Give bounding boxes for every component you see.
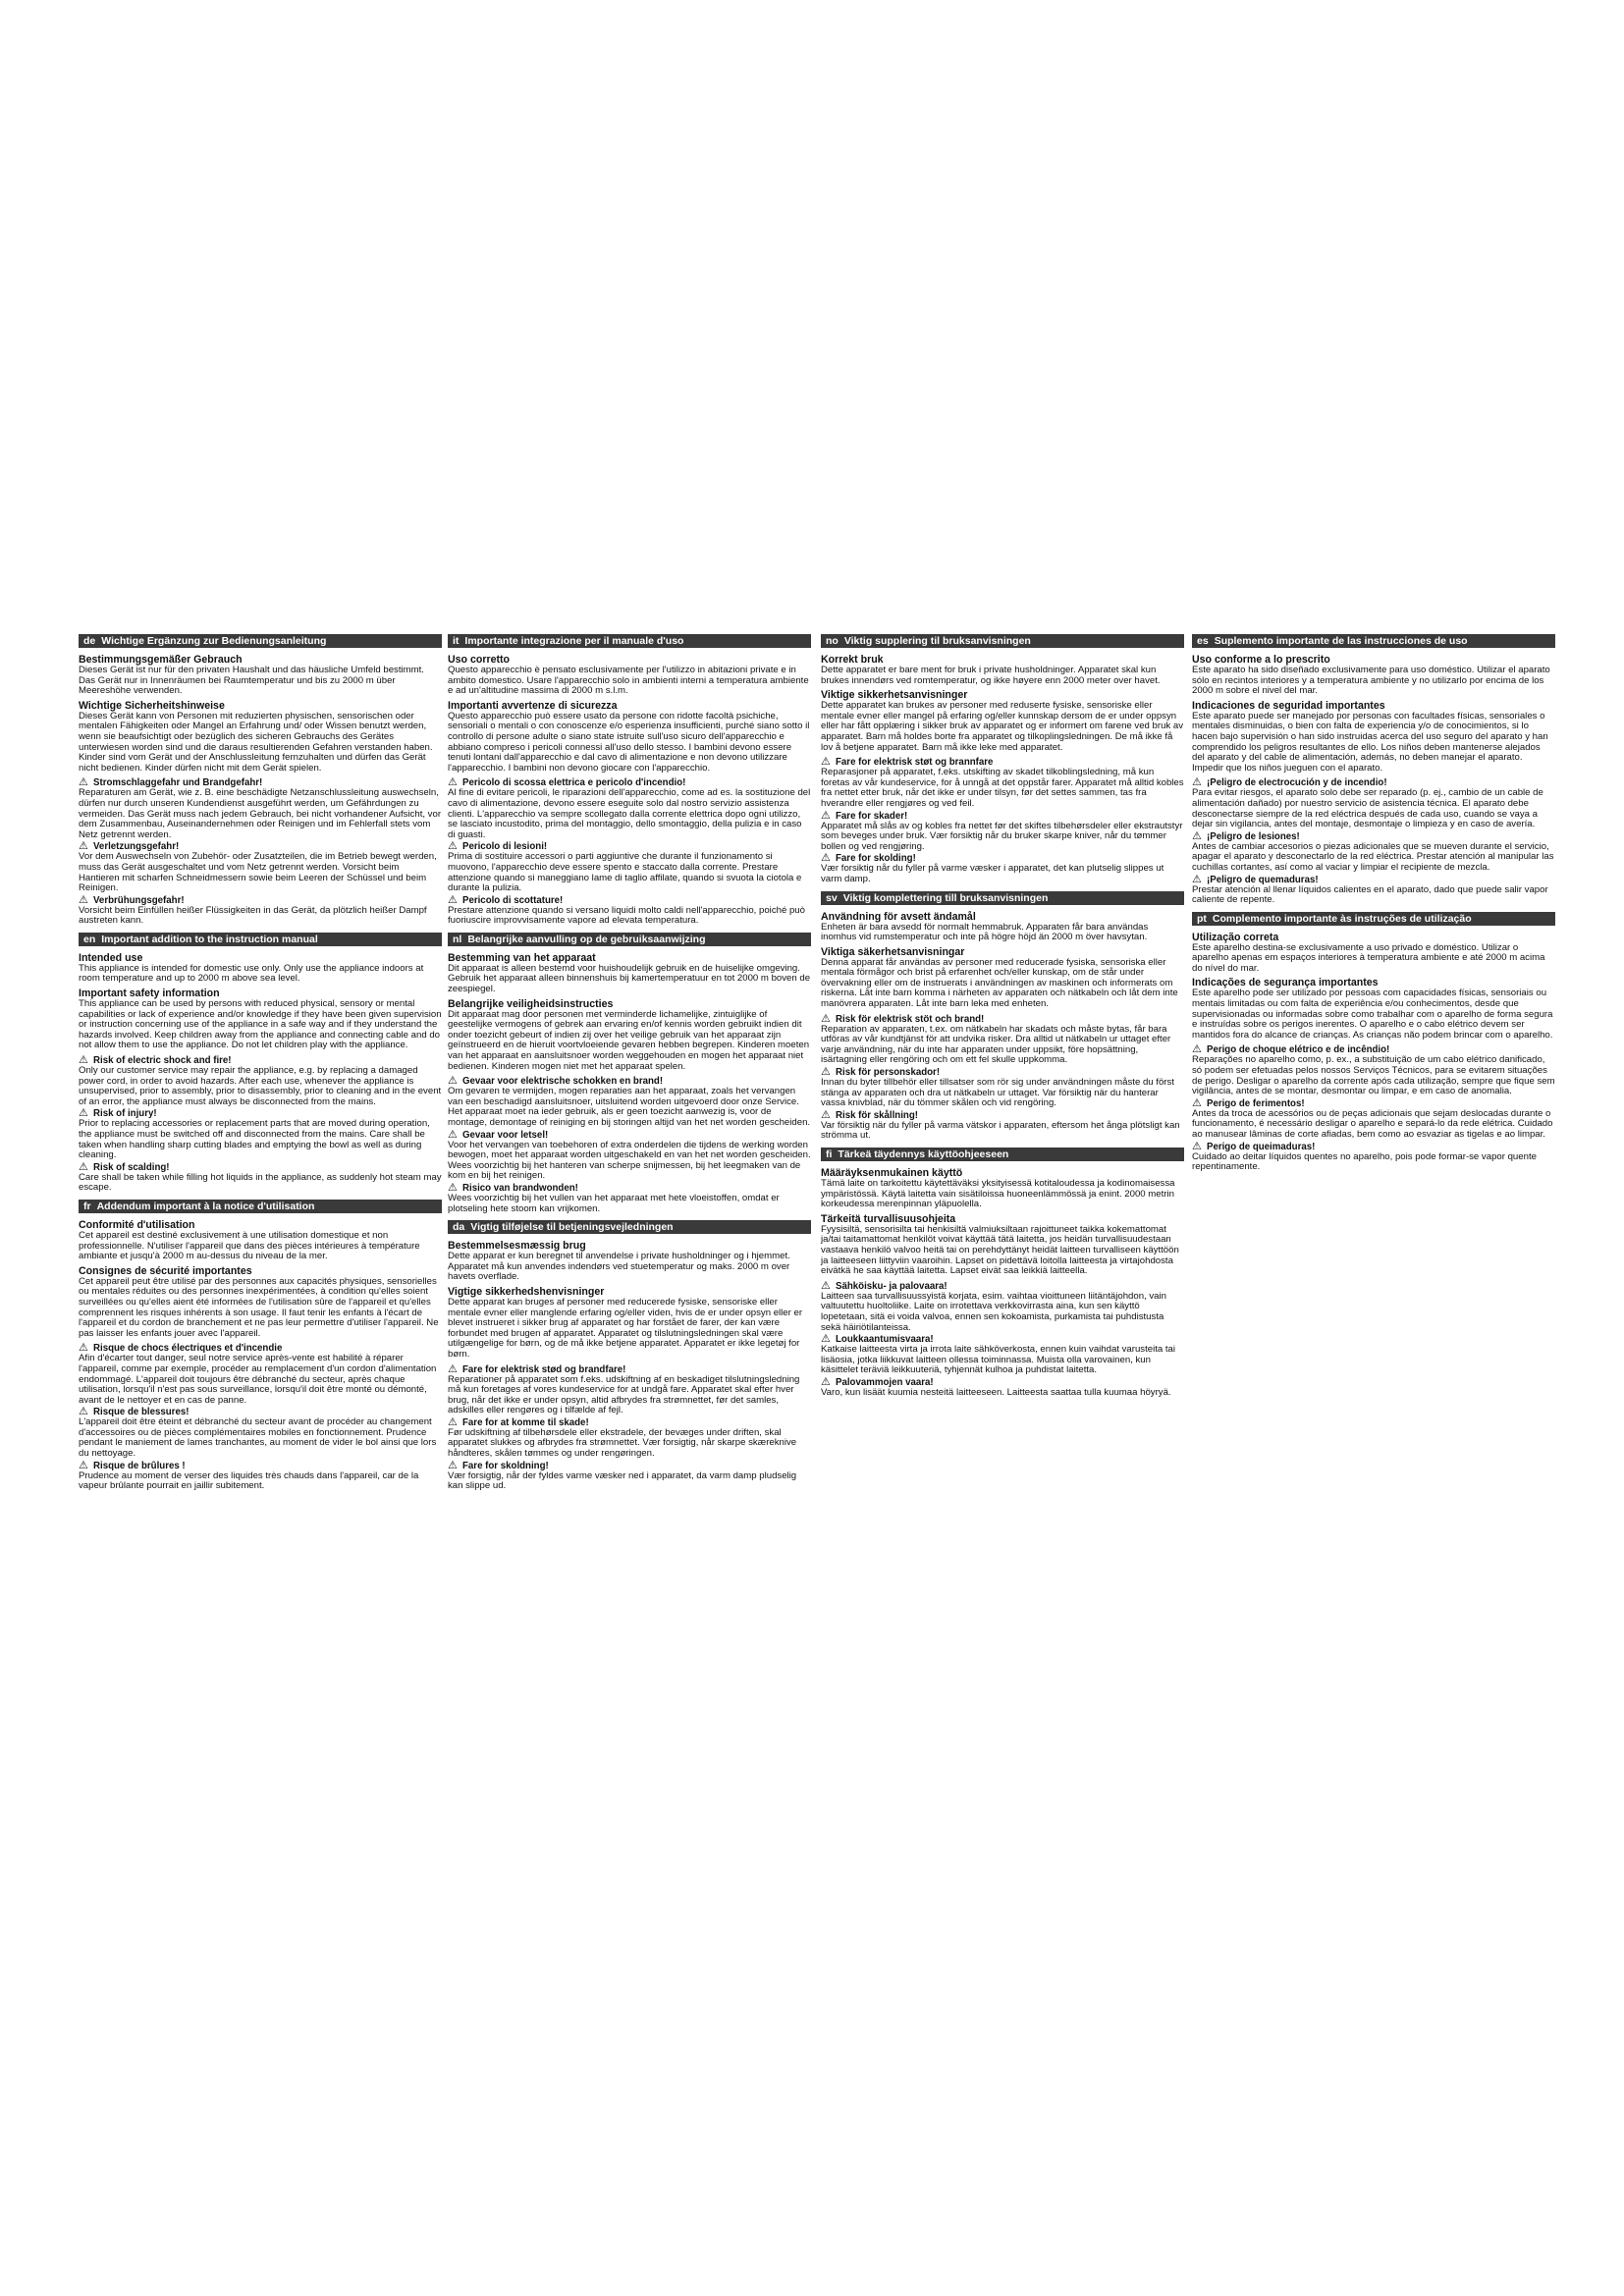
warning-heading bbox=[79, 777, 442, 788]
warning-title: Risk för personskador! bbox=[836, 1067, 941, 1079]
paragraph: Questo apparecchio è pensato esclusivamente per l'utilizzo in abitazioni private e in ambito domestico. Usare l'apparecchio solo in ambienti interni a temperatura ambiente e ad un'altitudine massima di 2000 m s.l.m. bbox=[448, 665, 809, 697]
warning-text: Katkaise laitteesta virta ja irrota laite sähköverkosta, ennen kuin vaihdat varusteita tai lisäosia, jotka liikkuvat laitteen ollessa toiminnassa. Muista olla varovainen, kun käsittelet teräviä leikkuuteriä, tyhjennät kulhoa ja puhdistat laitetta. bbox=[821, 1344, 1176, 1376]
warning-block bbox=[79, 1108, 442, 1160]
warning-title: Risque de brûlures ! bbox=[93, 1460, 186, 1471]
language-section-fr bbox=[79, 1200, 442, 1492]
language-section-en bbox=[79, 933, 442, 1194]
warning-heading bbox=[79, 1055, 442, 1066]
warning-text: Reparações no aparelho como, p. ex., a substituição de um cabo elétrico danificado, só podem ser efetuadas pelos nossos Serviços Técnicos, para se evitarem situações de perigo. Desligar o aparelho da corrente após cada utilização, sempre que fique sem vigilância, antes de se montar, desmontar ou limpar, e em caso de anomalia. bbox=[1192, 1054, 1555, 1097]
subheading: Tärkeitä turvallisuusohjeita bbox=[821, 1212, 956, 1225]
warning-text: Varo, kun lisäät kuumia nesteitä laitteeseen. Laitteesta saattaa tulla kuumaa höyryä. bbox=[821, 1386, 1171, 1398]
warning-text: Reparaturen am Gerät, wie z. B. eine beschädigte Netzanschlussleitung auswechseln, dürfen nur durch unseren Kundendienst ausgeführt werden, um Gefährdungen zu vermeiden. Das Gerät muss nach jedem Gebrauch, bei nicht vorhandener Aufsicht, vor dem Zusammenbau, Auseinandernehmen oder Reinigen und im Fehlerfall stets vom Netz getrennt werden. bbox=[79, 787, 442, 840]
warning-heading bbox=[821, 1334, 1184, 1345]
warning-triangle-icon: ⚠ bbox=[448, 1459, 458, 1471]
warning-text: Om gevaren te vermijden, mogen reparaties aan het apparaat, zoals het vervangen van een beschadigd aansluitsnoer, uitsluitend worden uitgevoerd door onze Service. Het apparaat moet na ieder gebruik, als er geen toezicht aanwezig is, voor de montage, demontage of reiniging en bij storingen altijd van het net worden gescheiden. bbox=[448, 1086, 811, 1128]
section-header bbox=[448, 1220, 811, 1234]
warning-title: Risk of scalding! bbox=[93, 1161, 170, 1173]
language-section-nl bbox=[448, 933, 811, 1214]
warning-block bbox=[448, 895, 811, 927]
warning-text: Para evitar riesgos, el aparato solo debe ser reparado (p. ej., cambio de un cable de alimentación dañado) por nuestro servicio de asistencia técnica. El aparato debe desconectarse siempre de la red eléctrica después de cada uso, cuando se vaya a dejar sin vigilancia, antes del montaje, desmontaje o limpieza y en caso de avería. bbox=[1192, 787, 1543, 830]
warning-block bbox=[448, 1461, 811, 1492]
subheading: Määräyksenmukainen käyttö bbox=[821, 1167, 963, 1179]
warning-title: Fare for skolding! bbox=[836, 853, 916, 865]
warning-title: Sähköisku- ja palovaara! bbox=[836, 1280, 947, 1292]
subheading: Viktige sikkerhetsanvisninger bbox=[821, 689, 968, 702]
warning-block bbox=[448, 777, 811, 840]
warning-title: Fare for skoldning! bbox=[462, 1460, 549, 1471]
warning-heading bbox=[79, 1162, 442, 1173]
warning-heading bbox=[448, 1076, 811, 1087]
warning-text: Var försiktig när du fyller på varma vätskor i apparaten, eftersom het ånga plötsligt kan strömma ut. bbox=[821, 1119, 1180, 1142]
warning-block bbox=[821, 1377, 1184, 1399]
warning-heading bbox=[821, 811, 1184, 822]
warning-text: Apparatet må slås av og kobles fra nettet før det skiftes tilbehørsdeler eller ekstrautstyr som beveges under bruk. Vær forsiktig når du bruker skarpe kniver, når du tømmer bollen og ved rengjøring. bbox=[821, 820, 1183, 852]
section-header bbox=[1192, 912, 1555, 926]
language-code: fr bbox=[83, 1200, 91, 1212]
section-header bbox=[79, 933, 442, 946]
warning-triangle-icon: ⚠ bbox=[79, 1107, 88, 1120]
paragraph: Dette apparat er kun beregnet til anvendelse i private husholdninger og i hjemmet. Apparatet må kun anvendes indendørs ved stuetemperatur og maks. 2000 m over havets overflade. bbox=[448, 1251, 790, 1283]
language-code: de bbox=[83, 635, 96, 647]
warning-heading bbox=[448, 1183, 811, 1194]
section-title: Importante integrazione per il manuale d'uso bbox=[464, 635, 684, 647]
subheading: Utilização correta bbox=[1192, 931, 1279, 943]
paragraph: Cet appareil peut être utilisé par des personnes aux capacités physiques, sensorielles ou mentales réduites ou des personnes inexpérimentées, à condition qu'elles soient surveillées ou qu'elles aient été informées de l'utilisation sûre de l'appareil et qu'elles comprennent les risques inhérents à son usage. Il faut tenir les enfants à l'écart de l'appareil et du cordon de branchement et ne pas leur permettre d'utiliser l'appareil. Ne pas laisser les enfants jouer avec l'appareil. bbox=[79, 1275, 439, 1339]
warning-text: Reparasjoner på apparatet, f.eks. utskifting av skadet tilkoblingsledning, må kun foretas av vår kundeservice, for å unngå at det oppstår farer. Apparatet må alltid kobles fra nettet etter bruk, når det ikke er under tilsyn, før det settes sammen, tas fra hverandre eller rengjøres og ved feil. bbox=[821, 767, 1184, 809]
warning-heading bbox=[448, 1130, 811, 1141]
warning-title: Loukkaantumisvaara! bbox=[836, 1334, 934, 1346]
language-code: sv bbox=[826, 891, 838, 904]
warning-text: Vær forsigtig, når der fyldes varme væsker ned i apparatet, da varm damp pludselig kan slippe ud. bbox=[448, 1469, 797, 1492]
warning-text: Antes de cambiar accesorios o piezas adicionales que se mueven durante el servicio, apagar el aparato y desconectarlo de la red eléctrica. Prestar atención al manipular las cuchillas cortantes, así como al vaciar y limpiar el recipiente de mezcla. bbox=[1192, 840, 1554, 873]
warning-block bbox=[79, 895, 442, 927]
warning-title: Perigo de ferimentos! bbox=[1207, 1097, 1305, 1109]
subheading: Korrekt bruk bbox=[821, 654, 884, 666]
paragraph: Tämä laite on tarkoitettu käytettäväksi yksityisessä kotitaloudessa ja kodinomaisessa ympäristössä. Käytä laitetta vain sisätiloissa huoneenlämmössä ja enint. 2000 metrin korkeudessa merenpinnan yläpuolella. bbox=[821, 1178, 1175, 1210]
warning-title: Risk för skållning! bbox=[836, 1109, 918, 1121]
subheading: Indicaciones de seguridad importantes bbox=[1192, 699, 1385, 712]
warning-triangle-icon: ⚠ bbox=[448, 776, 458, 789]
warning-triangle-icon: ⚠ bbox=[79, 1054, 88, 1067]
column-3 bbox=[821, 634, 1184, 1405]
section-title: Complemento importante às instruções de utilização bbox=[1212, 912, 1472, 925]
language-code: es bbox=[1197, 635, 1209, 647]
warning-heading bbox=[79, 841, 442, 852]
warning-text: Prima di sostituire accessori o parti aggiuntive che durante il funzionamento si muovono, l'apparecchio deve essere spento e staccato dalla corrente. Prestare attenzione quando si maneggiano lame di taglio affilate, quando si svuota la ciotola e durante la pulizia. bbox=[448, 851, 802, 894]
warning-triangle-icon: ⚠ bbox=[448, 1181, 458, 1194]
warning-title: ¡Peligro de electrocución y de incendio! bbox=[1207, 777, 1387, 789]
paragraph: Enheten är bara avsedd för normalt hemmabruk. Apparaten får bara användas inomhus vid rumstemperatur och inte på högre höjd än 2000 m över havsytan. bbox=[821, 921, 1149, 943]
paragraph: Dieses Gerät kann von Personen mit reduzierten physischen, sensorischen oder mentalen Fähigkeiten oder Mangel an Erfahrung und/ oder Wissen benutzt werden, wenn sie beaufsichtigt oder bezüglich des sicheren Gebrauchs des Gerätes unterwiesen worden sind und die daraus resultierenden Gefahren verstanden haben. Kinder sind vom Gerät und der Anschlussleitung fernzuhalten und dürfen das Gerät nicht bedienen. Kinder dürfen nicht mit dem Gerät spielen. bbox=[79, 710, 433, 774]
warning-triangle-icon: ⚠ bbox=[821, 852, 831, 865]
warning-heading bbox=[821, 1067, 1184, 1078]
warning-triangle-icon: ⚠ bbox=[448, 893, 458, 906]
warning-text: Vær forsiktig når du fyller på varme væsker i apparatet, det kan plutselig slippes ut varm damp. bbox=[821, 863, 1164, 884]
warning-title: Verletzungsgefahr! bbox=[93, 841, 180, 853]
warning-block bbox=[1192, 1044, 1555, 1096]
language-code: it bbox=[453, 635, 460, 647]
warning-text: L'appareil doit être éteint et débranché du secteur avant de procéder au changement d'accessoires ou de pièces complémentaires mobiles en fonctionnement. Prudence pendant le maniement de lames tranchantes, au moment de vider le bol ainsi que lors du nettoyage. bbox=[79, 1416, 437, 1460]
warning-triangle-icon: ⚠ bbox=[79, 1406, 88, 1418]
paragraph: Dit apparaat is alleen bestemd voor huishoudelijk gebruik en de huiselijke omgeving. Gebruik het apparaat alleen binnenshuis bij kamertemperatuur en tot 2000 m boven de zeespiegel. bbox=[448, 962, 811, 995]
warning-heading bbox=[1192, 875, 1555, 885]
warning-text: Før udskiftning af tilbehørsdele eller ekstradele, der bevæges under driften, skal apparatet slukkes og afbrydes fra strømnettet. Vær forsigtig, når skarpe skæreknive håndteres, skålen tømmes og under rengøringen. bbox=[448, 1426, 797, 1460]
warning-text: Afin d'écarter tout danger, seul notre service après-vente est habilité à réparer l'appareil, comme par exemple, procéder au remplacement d'un cordon d'alimentation endommagé. L'appareil doit toujours être débranché du secteur, après chaque utilisation, lorsqu'il n'est pas sous surveillance, lorsqu'il doit être monté ou démonté, avant de le nettoyer et en cas de panne. bbox=[79, 1353, 437, 1406]
section-header bbox=[448, 634, 811, 648]
section-title: Tärkeä täydennys käyttöohjeeseen bbox=[838, 1148, 1009, 1160]
language-section-fi bbox=[821, 1148, 1184, 1399]
section-header bbox=[821, 634, 1184, 648]
subheading: Wichtige Sicherheitshinweise bbox=[79, 699, 225, 712]
warning-block bbox=[821, 853, 1184, 884]
section-title: Viktig supplering til bruksanvisningen bbox=[843, 635, 1031, 647]
language-code: da bbox=[453, 1221, 465, 1234]
warning-block bbox=[448, 1183, 811, 1214]
warning-heading bbox=[79, 1461, 442, 1471]
section-title: Suplemento importante de las instrucciones de uso bbox=[1214, 635, 1468, 647]
warning-heading bbox=[821, 757, 1184, 768]
subheading: Belangrijke veiligheidsinstructies bbox=[448, 997, 614, 1010]
warning-heading bbox=[448, 895, 811, 906]
warning-text: Cuidado ao deitar líquidos quentes no aparelho, pois pode formar-se vapor quente repentinamente. bbox=[1192, 1150, 1537, 1173]
subheading: Användning för avsett ändamål bbox=[821, 910, 976, 923]
warning-heading bbox=[821, 1377, 1184, 1388]
subheading: Bestemmelsesmæssig brug bbox=[448, 1240, 586, 1253]
warning-triangle-icon: ⚠ bbox=[821, 1279, 831, 1292]
warning-title: Verbrühungsgefahr! bbox=[93, 894, 185, 906]
warning-block bbox=[448, 1076, 811, 1128]
warning-triangle-icon: ⚠ bbox=[821, 809, 831, 822]
warning-triangle-icon: ⚠ bbox=[79, 1459, 88, 1471]
section-header bbox=[79, 634, 442, 648]
section-title: Wichtige Ergänzung zur Bedienungsanleitung bbox=[101, 635, 327, 647]
subheading: Viktiga säkerhetsanvisningar bbox=[821, 945, 965, 958]
warning-title: Stromschlaggefahr und Brandgefahr! bbox=[93, 777, 263, 789]
warning-title: Fare for skader! bbox=[836, 810, 908, 822]
warning-text: Reparation av apparaten, t.ex. om nätkabeln har skadats och måste bytas, får bara utföras av vår kundtjänst för att undvika risker. Dra alltid ut nätkabeln ur uttaget efter varje användning, när du inte har apparaten under uppsikt, före hopsättning, isärtagning eller rengöring och om ett fel skulle uppkomma. bbox=[821, 1023, 1171, 1066]
warning-title: Pericolo di lesioni! bbox=[462, 841, 548, 853]
warning-block bbox=[821, 811, 1184, 853]
warning-text: Care shall be taken while filling hot liquids in the appliance, as suddenly hot steam may escape. bbox=[79, 1171, 442, 1194]
section-title: Viktig komplettering till bruksanvisningen bbox=[842, 891, 1049, 904]
paragraph: Este aparelho destina-se exclusivamente a uso privado e doméstico. Utilizar o aparelho apenas em espaços interiores à temperatura ambiente e até 2000 m acima do nível do mar. bbox=[1192, 941, 1545, 974]
section-header bbox=[448, 933, 811, 946]
section-title: Vigtig tilføjelse til betjeningsvejledningen bbox=[470, 1221, 674, 1234]
warning-title: Perigo de queimaduras! bbox=[1207, 1141, 1316, 1152]
warning-triangle-icon: ⚠ bbox=[79, 893, 88, 906]
warning-block bbox=[79, 1461, 442, 1492]
warning-triangle-icon: ⚠ bbox=[821, 1333, 831, 1346]
warning-block bbox=[448, 841, 811, 893]
warning-text: Prudence au moment de verser des liquides très chauds dans l'appareil, car de la vapeur brûlante pourrait en jaillir subitement. bbox=[79, 1469, 419, 1492]
warning-heading bbox=[448, 1461, 811, 1471]
warning-text: Voor het vervangen van toebehoren of extra onderdelen die tijdens de werking worden bewogen, moet het apparaat worden uitgeschakeld en van het net worden gescheiden. Wees voorzichtig bij het hanteren van scherpe snijmessen, bij het leegmaken van de kom en bij het reinigen. bbox=[448, 1139, 811, 1182]
warning-heading bbox=[79, 1343, 442, 1354]
warning-title: ¡Peligro de lesiones! bbox=[1207, 830, 1300, 842]
warning-triangle-icon: ⚠ bbox=[448, 1415, 458, 1428]
warning-heading bbox=[821, 1281, 1184, 1292]
paragraph: Questo apparecchio può essere usato da persone con ridotte facoltà psichiche, sensoriali o mentali o con conoscenze e/o esperienza insufficienti, purché siano sotto il controllo di persone adulte o siano state istruite sull'uso sicuro dell'apparecchio e abbiano compreso i pericoli connessi all'uso dello stesso. I bambini devono essere tenuti lontani dall'apparecchio e dal cavo di alimentazione e non devono utilizzare l'apparecchio. I bambini non devono giocare con l'apparecchio. bbox=[448, 710, 810, 774]
warning-triangle-icon: ⚠ bbox=[1192, 1140, 1202, 1152]
warning-block bbox=[448, 1364, 811, 1416]
warning-text: Innan du byter tillbehör eller tillsatser som rör sig under användningen måste du först stänga av apparaten och dra ut nätkabeln ur uttaget. Var försiktig när du hanterar vassa knivblad, när du tömmer skålen och vid rengöring. bbox=[821, 1077, 1174, 1109]
subheading: Intended use bbox=[79, 951, 143, 964]
language-code: pt bbox=[1197, 912, 1207, 925]
warning-title: ¡Peligro de quemaduras! bbox=[1207, 874, 1319, 885]
subheading: Bestemming van het apparaat bbox=[448, 951, 596, 964]
subheading: Important safety information bbox=[79, 988, 220, 1000]
language-section-de bbox=[79, 634, 442, 927]
warning-block bbox=[79, 777, 442, 840]
subheading: Uso conforme a lo prescrito bbox=[1192, 654, 1330, 666]
language-section-es bbox=[1192, 634, 1555, 906]
warning-block bbox=[79, 841, 442, 893]
warning-block bbox=[448, 1417, 811, 1460]
warning-triangle-icon: ⚠ bbox=[1192, 1096, 1202, 1109]
section-header bbox=[821, 891, 1184, 905]
warning-block bbox=[821, 1110, 1184, 1142]
subheading: Bestimmungsgemäßer Gebrauch bbox=[79, 654, 243, 666]
language-code: en bbox=[83, 933, 96, 945]
warning-title: Risico van brandwonden! bbox=[462, 1182, 578, 1194]
warning-triangle-icon: ⚠ bbox=[821, 1108, 831, 1121]
warning-title: Pericolo di scottature! bbox=[462, 894, 564, 906]
warning-title: Perigo de choque elétrico e de incêndio! bbox=[1207, 1044, 1390, 1056]
warning-text: Wees voorzichtig bij het vullen van het apparaat met hete vloeistoffen, omdat er plotseling hete stoom kan vrijkomen. bbox=[448, 1192, 780, 1214]
paragraph: Cet appareil est destiné exclusivement à une utilisation domestique et non professionnelle. N'utiliser l'appareil que dans des pièces intérieures à température ambiante et jusqu'à 2000 m au-dessus du niveau de la mer. bbox=[79, 1229, 420, 1262]
language-code: nl bbox=[453, 933, 462, 945]
warning-text: Only our customer service may repair the appliance, e.g. by replacing a damaged power cord, in order to avoid hazards. After each use, whenever the appliance is unsupervised, prior to assembly, prior to disassembly, prior to cleaning and in the event of an error, the appliance must always be disconnected from the mains. bbox=[79, 1065, 442, 1107]
warning-heading bbox=[79, 1407, 442, 1417]
warning-triangle-icon: ⚠ bbox=[1192, 776, 1202, 789]
warning-block bbox=[821, 1067, 1184, 1109]
paragraph: Denna apparat får användas av personer med reducerade fysiska, sensoriska eller mentala förmågor och brist på erfarenhet och/eller kunskap, om de står under övervakning eller om de instruerats i användningen av maskinen och informerats om riskerna. Låt inte barn komma i närheten av apparaten och nätkabeln och låt dem inte manövrera apparaten. Låt inte barn leka med enheten. bbox=[821, 956, 1178, 1010]
warning-triangle-icon: ⚠ bbox=[1192, 1043, 1202, 1056]
subheading: Importanti avvertenze di sicurezza bbox=[448, 699, 618, 712]
warning-text: Prestare attenzione quando si versano liquidi molto caldi nell'apparecchio, poiché può fuoriuscire improvvisamente vapore ad elevata temperatura. bbox=[448, 904, 805, 927]
paragraph: Dette apparatet er bare ment for bruk i private husholdninger. Apparatet skal kun brukes innendørs ved romtemperatur, og ikke høyere enn 2000 meter over havet. bbox=[821, 665, 1161, 686]
warning-block bbox=[448, 1130, 811, 1182]
warning-title: Fare for elektrisk støt og brannfare bbox=[836, 757, 994, 769]
paragraph: Fyysisiltä, sensorisilta tai henkisiltä valmiuksiltaan rajoittuneet taikka kokemattomat ja/tai taitamattomat henkilöt voivat käyttää tätä laitetta, jos heidän turvallisuudestaan vastaava henkilö valvoo heitä tai on perehdyttänyt heidät laitteen turvalliseen käyttöön ja laitteeseen liittyviin vaaroihin. Lapset on pidettävä loitolla laitteesta ja virtajohdosta eivätkä he saa käyttää laitetta. Lapset eivät saa leikkiä laitteella. bbox=[821, 1223, 1179, 1277]
warning-title: Risk of electric shock and fire! bbox=[93, 1055, 232, 1067]
warning-block bbox=[79, 1343, 442, 1406]
warning-triangle-icon: ⚠ bbox=[1192, 829, 1202, 842]
warning-text: Antes da troca de acessórios ou de peças adicionais que sejam deslocadas durante o funcionamento, é necessário desligar o aparelho e separá-lo da rede elétrica. Cuidado ao manusear lâminas de corte afiadas, bem como ao esvaziar as tigelas e ao limpar. bbox=[1192, 1107, 1553, 1140]
warning-block bbox=[1192, 777, 1555, 829]
warning-triangle-icon: ⚠ bbox=[821, 1012, 831, 1025]
warning-heading bbox=[448, 1417, 811, 1428]
warning-triangle-icon: ⚠ bbox=[821, 756, 831, 769]
warning-triangle-icon: ⚠ bbox=[448, 1075, 458, 1088]
warning-title: Gevaar voor letsel! bbox=[462, 1129, 549, 1141]
language-section-pt bbox=[1192, 912, 1555, 1173]
warning-title: Pericolo di scossa elettrica e pericolo d'incendio! bbox=[462, 777, 686, 789]
language-section-sv bbox=[821, 891, 1184, 1143]
warning-block bbox=[1192, 1098, 1555, 1141]
warning-triangle-icon: ⚠ bbox=[821, 1375, 831, 1388]
language-section-it bbox=[448, 634, 811, 927]
paragraph: Dieses Gerät ist nur für den privaten Haushalt und das häusliche Umfeld bestimmt. Das Gerät nur in Innenräumen bei Raumtemperatur und bis zu 2000 m über Meereshöhe verwenden. bbox=[79, 665, 424, 697]
paragraph: Dette apparatet kan brukes av personer med reduserte fysiske, sensoriske eller mentale evner eller mangel på erfaring og/eller kunnskap dersom de er under oppsyn eller har fått opplæring i sikker bruk av apparatet og er informert om farene ved bruk av apparatet. Barn må holdes borte fra apparatet og tilkoplingsledningen. De må ikke få lov å betjene apparatet. Barn må ikke leke med apparatet. bbox=[821, 700, 1184, 753]
language-code: no bbox=[826, 635, 839, 647]
warning-heading bbox=[448, 841, 811, 852]
warning-triangle-icon: ⚠ bbox=[1192, 873, 1202, 885]
warning-text: Vor dem Auswechseln von Zubehör- oder Zusatzteilen, die im Betrieb bewegt werden, muss das Gerät ausgeschaltet und vom Netz getrennt werden. Vorsicht beim Hantieren mit scharfen Schneidmessern sowie beim Leeren der Schüssel und beim Reinigen. bbox=[79, 851, 437, 894]
warning-text: Prior to replacing accessories or replacement parts that are moved during operation, the appliance must be switched off and disconnected from the mains. Care shall be taken when handling sharp cutting blades and emptying the bowl as well as during cleaning. bbox=[79, 1118, 430, 1161]
section-header bbox=[79, 1200, 442, 1213]
subheading: Uso corretto bbox=[448, 654, 510, 666]
warning-triangle-icon: ⚠ bbox=[448, 840, 458, 853]
warning-title: Risk för elektrisk stöt och brand! bbox=[836, 1013, 985, 1025]
warning-heading bbox=[448, 777, 811, 788]
warning-text: Reparationer på apparatet som f.eks. udskiftning af en beskadiget tilslutningsledning må kun foretages af vores kundeservice for at undgå fare. Apparatet skal efter hver brug, når det ikke er under opsyn, altid afbrydes fra strømnettet, før det samles, adskilles eller rengøres og i tilfælde af fejl. bbox=[448, 1373, 800, 1416]
warning-heading bbox=[821, 1014, 1184, 1025]
subheading: Vigtige sikkerhedshenvisninger bbox=[448, 1285, 605, 1298]
warning-triangle-icon: ⚠ bbox=[79, 776, 88, 789]
paragraph: This appliance is intended for domestic use only. Only use the appliance indoors at room temperature and up to 2000 m above sea level. bbox=[79, 962, 424, 985]
warning-heading bbox=[1192, 1142, 1555, 1152]
warning-heading bbox=[79, 895, 442, 906]
section-title: Important addition to the instruction manual bbox=[101, 933, 318, 945]
paragraph: Este aparato ha sido diseñado exclusivamente para uso doméstico. Utilizar el aparato sólo en recintos interiores y a temperatura ambiente y no utilizarlo por encima de los 2000 m sobre el nivel del mar. bbox=[1192, 665, 1550, 697]
warning-triangle-icon: ⚠ bbox=[448, 1128, 458, 1141]
warning-title: Fare for elektrisk stød og brandfare! bbox=[462, 1363, 626, 1375]
warning-heading bbox=[1192, 1044, 1555, 1055]
warning-block bbox=[79, 1407, 442, 1459]
section-header bbox=[1192, 634, 1555, 648]
warning-block bbox=[79, 1055, 442, 1107]
section-header bbox=[821, 1148, 1184, 1161]
column-1 bbox=[79, 634, 442, 1498]
warning-text: Al fine di evitare pericoli, le riparazioni dell'apparecchio, come ad es. la sostituzione del cavo di alimentazione, devono essere eseguite solo dal nostro servizio assistenza clienti. L'apparecchio va sempre scollegato dalla corrente elettrica dopo ogni utilizzo, se lasciato incustodito, prima del montaggio, dello smontaggio, della pulizia e in caso di guasti. bbox=[448, 787, 811, 840]
warning-title: Fare for at komme til skade! bbox=[462, 1416, 589, 1428]
warning-triangle-icon: ⚠ bbox=[79, 840, 88, 853]
warning-title: Palovammojen vaara! bbox=[836, 1376, 934, 1388]
subheading: Consignes de sécurité importantes bbox=[79, 1264, 252, 1277]
language-section-no bbox=[821, 634, 1184, 885]
warning-triangle-icon: ⚠ bbox=[79, 1342, 88, 1355]
warning-title: Risque de blessures! bbox=[93, 1407, 189, 1418]
warning-block bbox=[1192, 875, 1555, 906]
warning-text: Vorsicht beim Einfüllen heißer Flüssigkeiten in das Gerät, da plötzlich heißer Dampf austreten kann. bbox=[79, 904, 427, 927]
section-title: Addendum important à la notice d'utilisation bbox=[96, 1200, 315, 1212]
warning-heading bbox=[1192, 777, 1555, 788]
warning-heading bbox=[1192, 831, 1555, 842]
warning-block bbox=[1192, 831, 1555, 874]
column-2 bbox=[448, 634, 811, 1498]
language-code: fi bbox=[826, 1148, 833, 1160]
language-section-da bbox=[448, 1220, 811, 1492]
warning-text: Laitteen saa turvallisuussyistä korjata, esim. vaihtaa vioittuneen liitäntäjohdon, vain valtuutettu huoltoliike. Laite on irrotettava verkkovirrasta aina, kun sen käyttö lopetetaan, sitä ei voida valvoa, ennen sen kokoamista, purkamista tai puhdistusta sekä häiriötilanteissa. bbox=[821, 1290, 1166, 1333]
subheading: Indicações de segurança importantes bbox=[1192, 977, 1379, 989]
section-title: Belangrijke aanvulling op de gebruiksaanwijzing bbox=[467, 933, 706, 945]
subheading: Conformité d'utilisation bbox=[79, 1218, 195, 1231]
paragraph: Este aparato puede ser manejado por personas con facultades físicas, sensoriales o mentales disminuidas, o bien con falta de experiencia y/o de conocimientos, si lo hacen bajo supervisión o han sido instruidas acerca del uso seguro del aparato y han comprendido los peligros resultantes de ello. Los niños deben mantenerse alejados del aparato y del cable de alimentación, además, no deben manejar el aparato. Impedir que los niños jueguen con el aparato. bbox=[1192, 710, 1548, 774]
column-4 bbox=[1192, 634, 1555, 1179]
warning-block bbox=[821, 757, 1184, 809]
paragraph: Dit apparaat mag door personen met verminderde lichamelijke, zintuiglijke of geestelijke vermogens of gebrek aan ervaring en/of kennis worden gebruikt indien dit onder toezicht gebeurt of indien zij over het veilige gebruik van het apparaat zijn geïnstrueerd en de hieruit voortvloeiende gevaren hebben begrepen. Kinderen moeten van het apparaat en aansluitsnoer worden weggehouden en mogen het apparaat niet bedienen. Kinderen mogen niet met het apparaat spelen. bbox=[448, 1008, 810, 1072]
warning-block bbox=[821, 1014, 1184, 1066]
warning-triangle-icon: ⚠ bbox=[821, 1066, 831, 1079]
warning-heading bbox=[448, 1364, 811, 1375]
warning-triangle-icon: ⚠ bbox=[79, 1160, 88, 1173]
warning-block bbox=[821, 1281, 1184, 1333]
warning-triangle-icon: ⚠ bbox=[448, 1362, 458, 1375]
warning-title: Risk of injury! bbox=[93, 1108, 157, 1120]
paragraph: Este aparelho pode ser utilizado por pessoas com capacidades físicas, sensoriais ou mentais limitadas ou com falta de experiência e/ou conhecimentos, desde que supervisionadas ou informadas sobre como trabalhar com o aparelho de forma segura e instruídas sobre os perigos inerentes. O aparelho e o cabo elétrico devem ser mantidos fora do alcance de crianças. As crianças não podem brincar com o aparelho. bbox=[1192, 988, 1553, 1041]
warning-block bbox=[79, 1162, 442, 1194]
warning-heading bbox=[821, 1110, 1184, 1121]
warning-heading bbox=[79, 1108, 442, 1119]
warning-block bbox=[821, 1334, 1184, 1376]
warning-heading bbox=[821, 853, 1184, 864]
paragraph: Dette apparat kan bruges af personer med reducerede fysiske, sensoriske eller mentale evner eller manglende erfaring og/eller viden, hvis de er under opsyn eller er blevet instrueret i sikker brug af apparatet og har forstået de farer, der kan være forbundet med brugen af apparatet. Apparatet og tilslutningsledningen skal være utilgængelige for børn, og de må ikke betjene apparatet. Apparatet er ikke legetøj for børn. bbox=[448, 1296, 803, 1360]
warning-title: Gevaar voor elektrische schokken en brand! bbox=[462, 1076, 664, 1088]
warning-heading bbox=[1192, 1098, 1555, 1109]
warning-block bbox=[1192, 1142, 1555, 1173]
warning-title: Risque de chocs électriques et d'incendie bbox=[93, 1343, 283, 1355]
warning-text: Prestar atención al llenar líquidos calientes en el aparato, dado que puede salir vapor caliente de repente. bbox=[1192, 883, 1548, 906]
paragraph: This appliance can be used by persons with reduced physical, sensory or mental capabilities or lack of experience and/or knowledge if they have been given supervision or instruction concerning use of the appliance in a safe way and if they understand the hazards involved. Keep children away from the appliance and connecting cable and do not allow them to use the appliance. Do not let children play with the appliance. bbox=[79, 998, 442, 1051]
